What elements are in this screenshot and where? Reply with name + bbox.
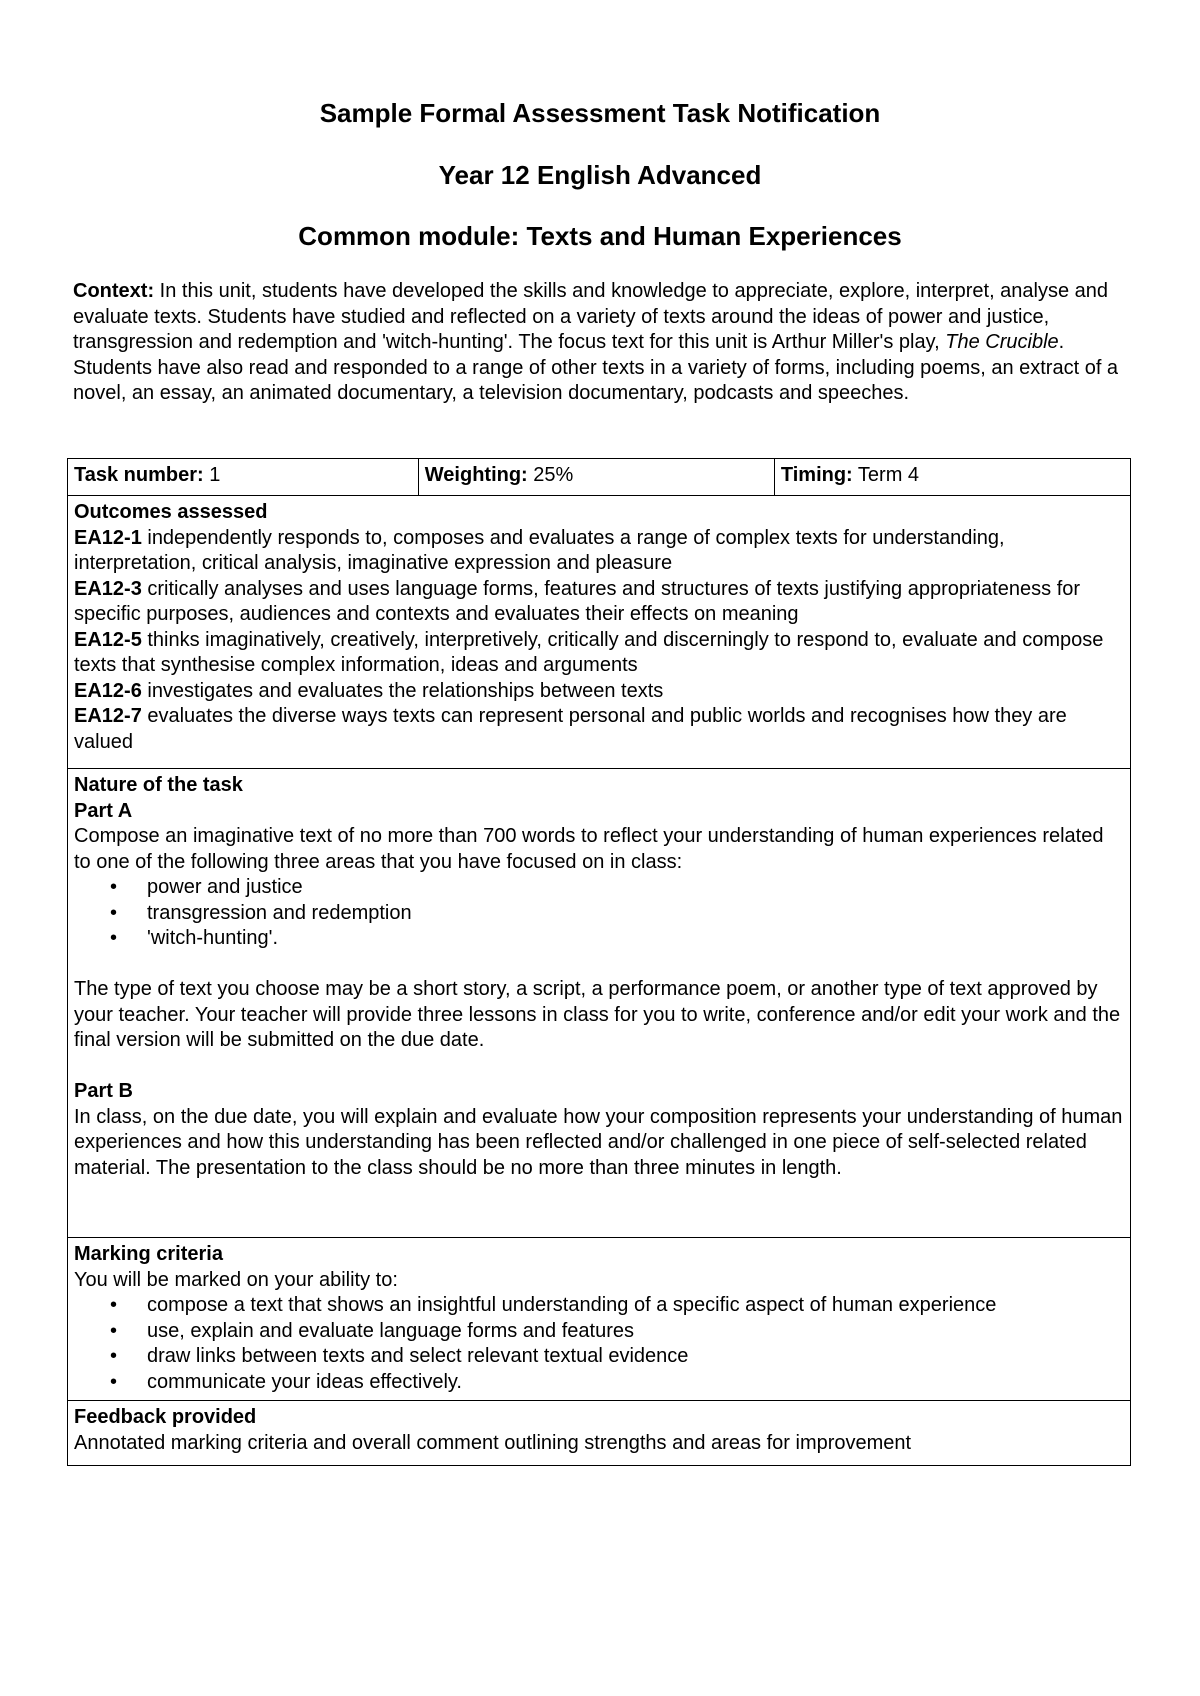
timing-value: Term 4 — [852, 464, 920, 486]
weighting-cell — [418, 459, 774, 496]
context-paragraph — [73, 279, 1128, 407]
outcome-text: independently responds to, composes and evaluates a range of complex texts for understanding, interpretation, critical analysis, imaginative expression and pleasure — [74, 526, 1005, 574]
part-a-heading: Part A — [74, 799, 133, 822]
module-title: Common module: Texts and Human Experiences — [298, 221, 902, 251]
feedback-heading: Feedback provided — [74, 1406, 257, 1428]
course-title: Year 12 English Advanced — [438, 160, 762, 190]
nature-row — [68, 769, 1131, 1238]
list-item: • communicate your ideas effectively. — [74, 1370, 1124, 1396]
list-item: • transgression and redemption — [74, 901, 1124, 927]
marking-cell — [68, 1238, 1131, 1401]
list-item: • power and justice — [74, 875, 1124, 901]
context-text-after: . Students have also read and responded to a range of other texts in a variety of forms, including poems, an extract of a novel, an essay, an animated documentary, a television documentary, podcasts and speeches. — [73, 331, 1119, 404]
outcome-code: EA12-3 — [74, 577, 142, 600]
timing-label: Timing: — [780, 464, 853, 486]
part-a-bullet-list — [74, 875, 1124, 952]
spacer — [74, 952, 1124, 978]
outcome-item — [74, 679, 1124, 705]
part-a-intro: Compose an imaginative text of no more than 700 words to reflect your understanding of human experiences related to one of the following three areas that you have focused on in class: — [74, 825, 1104, 873]
marking-row — [68, 1238, 1131, 1401]
outcome-item — [74, 704, 1124, 755]
context-text-before: In this unit, students have developed the skills and knowledge to appreciate, explore, interpret, analyse and evaluate texts. Students have studied and reflected on a variety of texts around the ideas of power and justice, transgression and redemption and 'witch-hunting'. The focus text for this unit is Arthur Miller's play, — [73, 280, 1109, 353]
marking-intro: You will be marked on your ability to: — [74, 1268, 398, 1291]
nature-heading: Nature of the task — [74, 774, 243, 796]
play-title: The Crucible — [945, 331, 1059, 353]
outcome-text: thinks imaginatively, creatively, interpretively, critically and discerningly to respond to, evaluate and compose texts that synthesise complex information, ideas and arguments — [74, 628, 1104, 676]
outcome-text: evaluates the diverse ways texts can represent personal and public worlds and recognises how they are valued — [74, 705, 1067, 753]
feedback-row — [68, 1401, 1131, 1466]
outcomes-row — [68, 496, 1131, 769]
outcome-item — [74, 577, 1124, 628]
weighting-value: 25% — [527, 464, 574, 486]
part-b-heading: Part B — [74, 1080, 133, 1102]
list-item: • compose a text that shows an insightful understanding of a specific aspect of human experience — [74, 1293, 1124, 1319]
spacer — [74, 1054, 1124, 1080]
list-item: • use, explain and evaluate language forms and features — [74, 1319, 1124, 1345]
outcome-item — [74, 628, 1124, 679]
outcome-text: critically analyses and uses language forms, features and structures of texts justifying appropriateness for specific purposes, audiences and contexts and evaluates their effects on meaning — [74, 577, 1081, 625]
task-summary-row — [68, 459, 1131, 496]
feedback-text: Annotated marking criteria and overall comment outlining strengths and areas for improvement — [74, 1431, 912, 1454]
outcome-code: EA12-5 — [74, 628, 142, 651]
outcome-code: EA12-1 — [74, 526, 142, 549]
document-title: Sample Formal Assessment Task Notification — [319, 98, 881, 128]
timing-cell — [774, 459, 1130, 496]
context-label: Context: — [73, 280, 155, 302]
marking-heading: Marking criteria — [74, 1243, 223, 1265]
task-number-value: 1 — [203, 464, 221, 486]
list-item: • draw links between texts and select relevant textual evidence — [74, 1344, 1124, 1370]
outcome-text: investigates and evaluates the relationships between texts — [141, 679, 664, 702]
nature-cell — [68, 769, 1131, 1238]
part-b-paragraph: In class, on the due date, you will explain and evaluate how your composition represents your understanding of human experiences and how this understanding has been reflected and/or challenged in one piece of self-selected related material. The presentation to the class should be no more than three minutes in length. — [74, 1105, 1123, 1179]
task-table — [67, 458, 1131, 1466]
feedback-cell — [68, 1401, 1131, 1466]
outcome-item — [74, 526, 1124, 577]
task-number-label: Task number: — [74, 464, 204, 486]
weighting-label: Weighting: — [424, 464, 528, 486]
outcome-code: EA12-6 — [74, 679, 142, 702]
outcomes-cell — [68, 496, 1131, 769]
marking-bullet-list — [74, 1293, 1124, 1395]
part-a-paragraph: The type of text you choose may be a short story, a script, a performance poem, or another type of text approved by your teacher. Your teacher will provide three lessons in class for you to write, conference and/or edit your work and the final version will be submitted on the due date. — [74, 978, 1121, 1051]
list-item: • 'witch-hunting'. — [74, 926, 1124, 952]
outcome-code: EA12-7 — [74, 705, 142, 727]
task-number-cell — [68, 459, 419, 496]
outcomes-heading: Outcomes assessed — [74, 501, 268, 523]
